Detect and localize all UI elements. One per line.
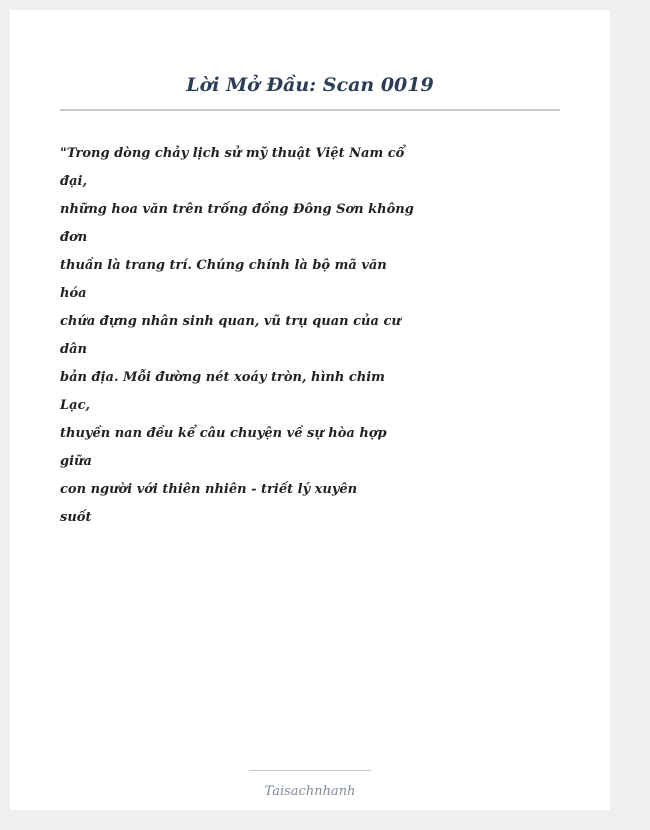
body-text <box>60 140 414 532</box>
body-line: "Trong dòng chảy lịch sử mỹ thuật Việt Nam cổ <box>60 146 405 161</box>
body-line: suốt <box>60 510 92 525</box>
body-line: chứa đựng nhân sinh quan, vũ trụ quan của cư <box>60 314 401 329</box>
body-line: con người với thiên nhiên - triết lý xuyên <box>60 482 358 497</box>
body-line: hóa <box>60 286 87 301</box>
body-line: thuyền nan đều kể câu chuyện về sự hòa hợp <box>60 426 387 441</box>
body-line: dân <box>60 342 87 357</box>
body-line: thuần là trang trí. Chúng chính là bộ mã văn <box>60 258 387 273</box>
footer-watermark: Taisachnhanh <box>264 784 356 799</box>
document-page <box>10 10 610 810</box>
body-line: Lạc, <box>60 398 91 413</box>
body-line: bản địa. Mỗi đường nét xoáy tròn, hình chim <box>60 370 385 385</box>
footer-divider <box>249 770 371 771</box>
body-line: đơn <box>60 230 88 245</box>
body-line: những hoa văn trên trống đồng Đông Sơn không <box>60 202 414 217</box>
body-line: giữa <box>60 454 92 469</box>
page-title: Lời Mở Đầu: Scan 0019 <box>186 74 434 96</box>
body-line: đại, <box>60 174 87 189</box>
title-divider <box>60 109 560 111</box>
